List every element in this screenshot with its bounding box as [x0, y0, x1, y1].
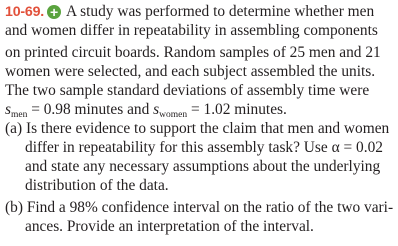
part-a-line-4: distribution of the data. — [25, 177, 169, 194]
s-men-symbol: s — [5, 101, 11, 118]
problem-text-line-1: A study was performed to determine whether men — [66, 3, 375, 20]
s-men-subscript: men — [11, 110, 28, 120]
problem-text-line-3: on printed circuit boards. Random samples of 25 men and 21 — [5, 44, 381, 61]
problem-text-line-5: The two sample standard deviations of assembly time were — [5, 82, 370, 99]
problem-header-line — [5, 3, 374, 21]
s-women-symbol: s — [153, 101, 160, 118]
part-a-line-1 — [5, 120, 389, 137]
part-b-label: (b) — [5, 199, 23, 216]
problem-text-line-2: and women differ in repeatability in assembling components — [5, 22, 378, 39]
s-women-value: = 1.02 minutes. — [187, 101, 287, 118]
plus-circle-icon: + — [47, 5, 61, 19]
part-b-line-2: ances. Provide an interpretation of the interval. — [25, 218, 314, 235]
s-men-value: = 0.98 minutes and — [27, 101, 154, 118]
s-women-subscript: women — [159, 110, 188, 120]
part-a-label: (a) — [5, 120, 23, 137]
part-a-line-2: differ in repeatability for this assembly task? Use α = 0.02 — [25, 139, 383, 156]
part-b-text-1: Find a 98% confidence interval on the ratio of the two vari- — [26, 199, 394, 216]
sample-stats-line — [5, 101, 287, 118]
part-a-line-3: and state any necessary assumptions about the underlying — [25, 158, 381, 175]
problem-text-line-4: women were selected, and each subject assembled the units. — [5, 63, 376, 80]
part-b-line-1 — [5, 199, 393, 216]
part-a-text-1: Is there evidence to support the claim that men and women — [25, 120, 390, 137]
problem-number: 10-69. — [5, 4, 45, 20]
